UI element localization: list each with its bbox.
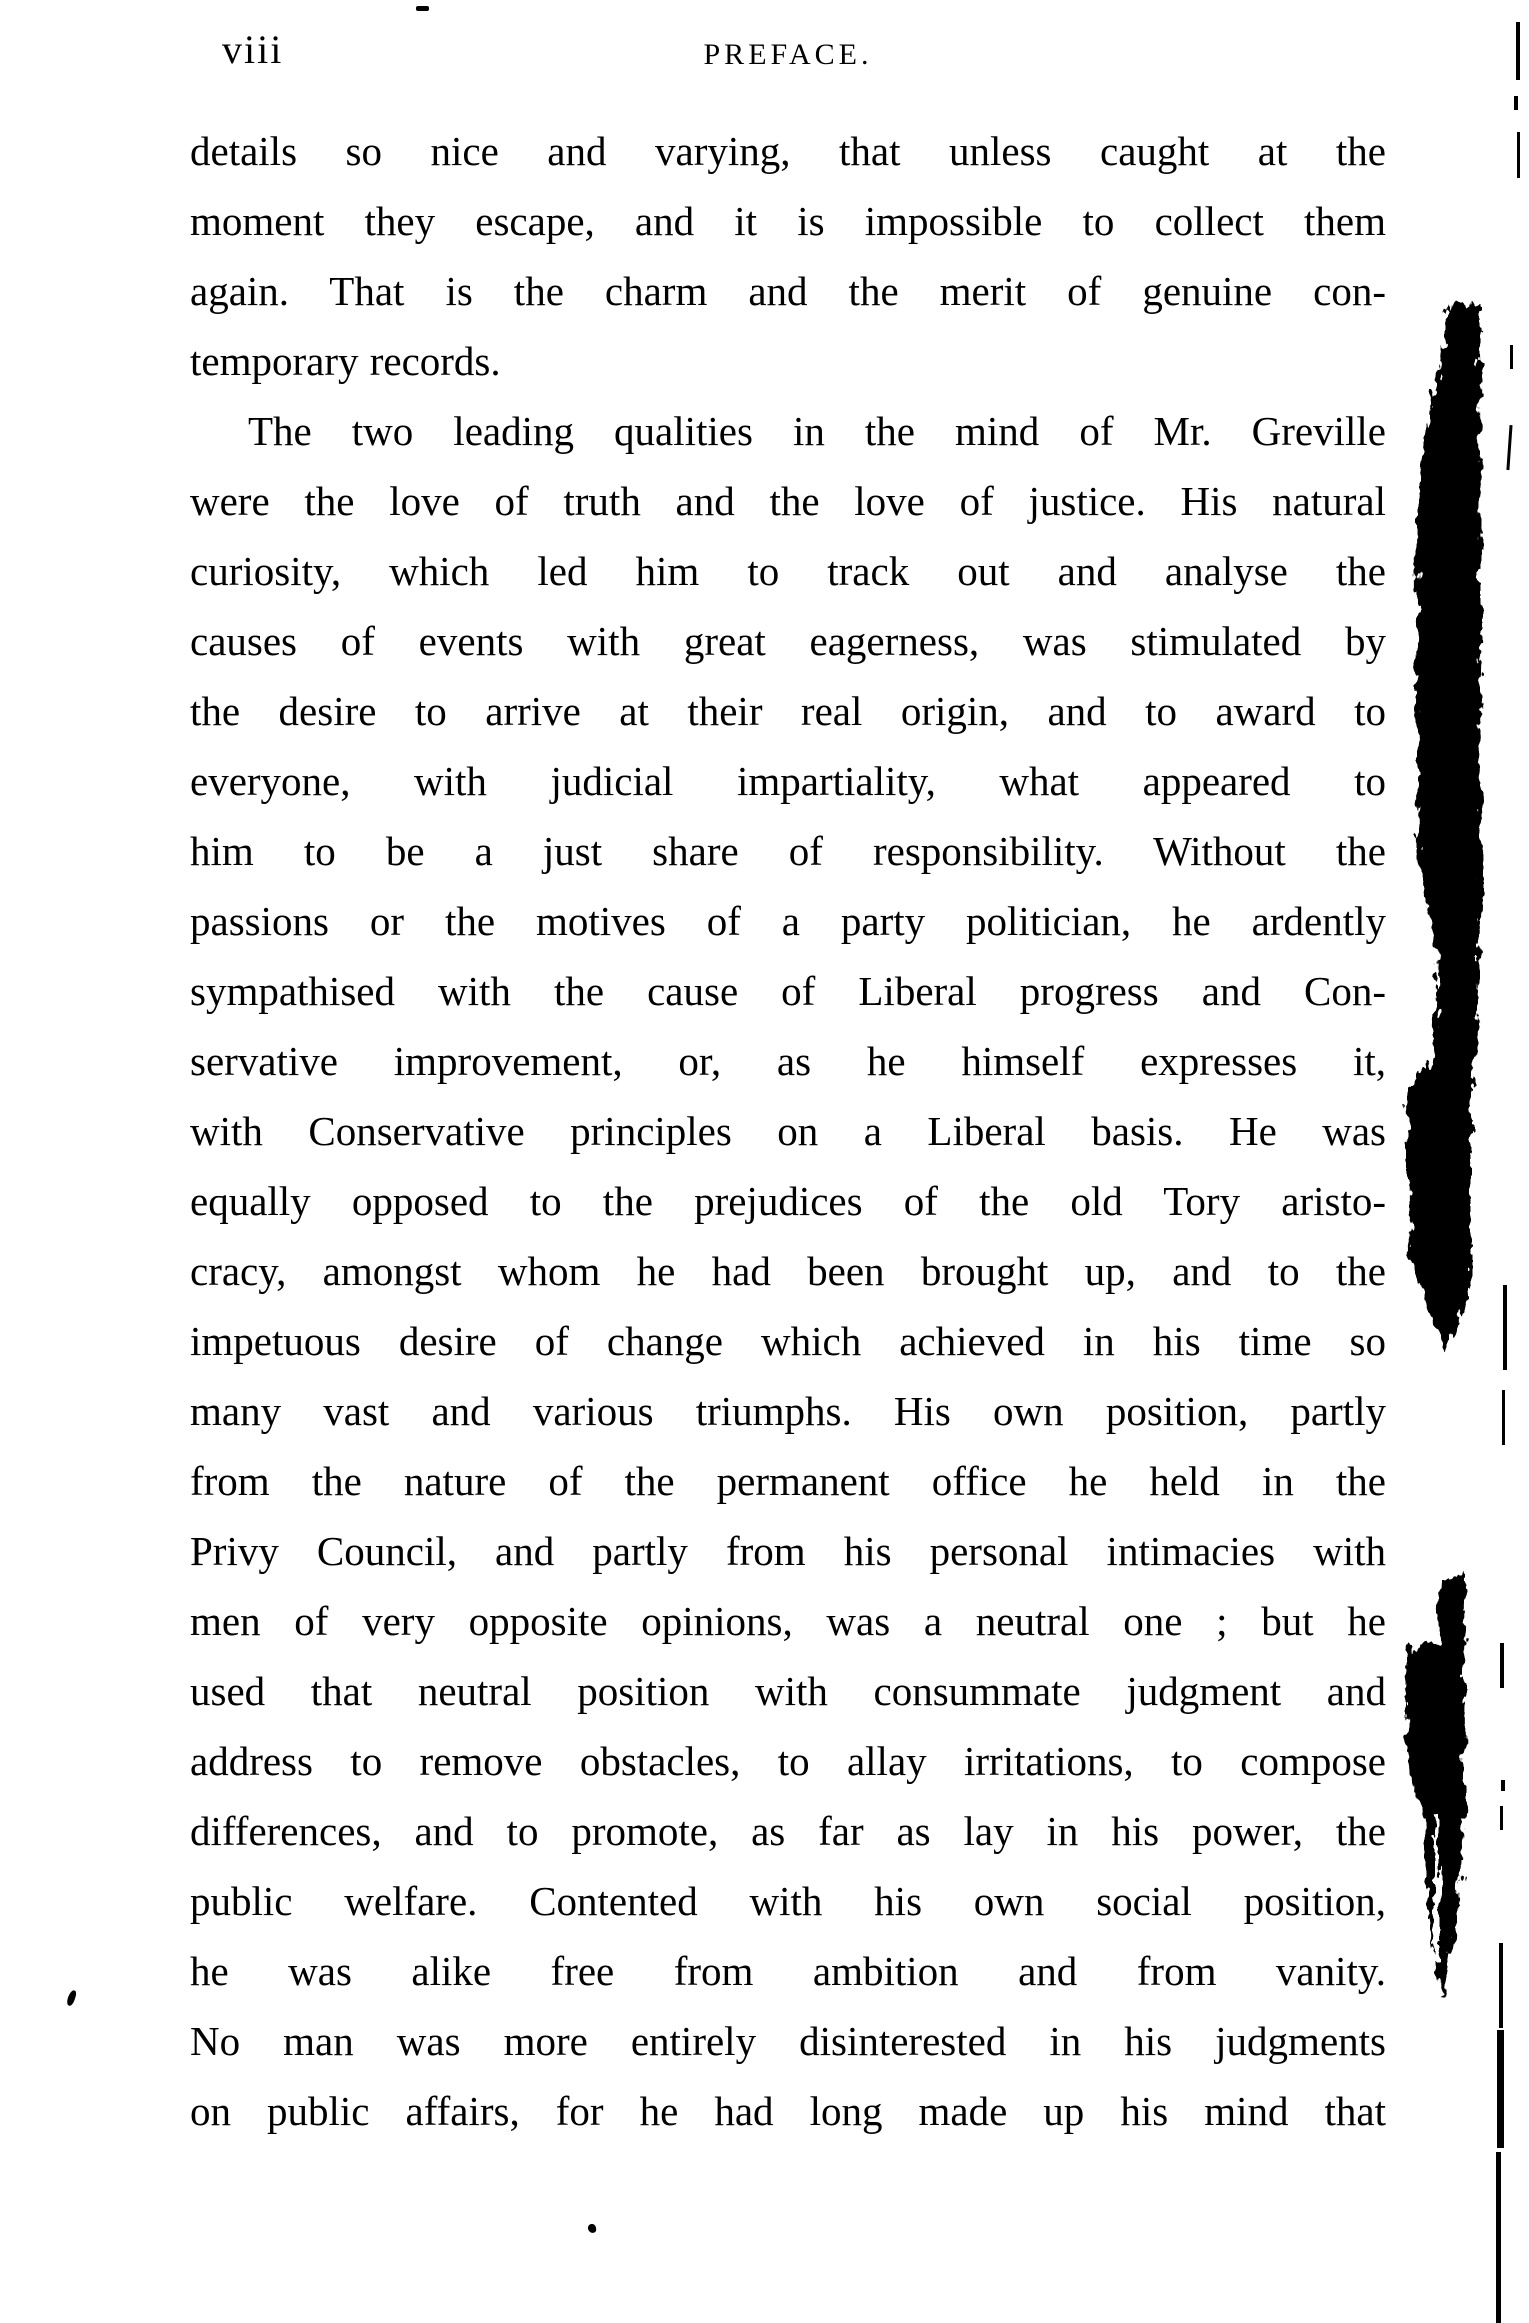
text-line: everyone, with judicial impartiality, what appeared to [190,758,1386,804]
text-line: No man was more entirely disinterested in his judgments [190,2018,1386,2064]
text-line: again. That is the charm and the merit of genuine con- [190,268,1386,314]
binding-shadow-artifact [1395,0,1529,2323]
text-line: equally opposed to the prejudices of the old Tory aristo- [190,1178,1386,1224]
text-line: The two leading qualities in the mind of Mr. Greville [248,408,1386,454]
text-line: sympathised with the cause of Liberal progress and Con- [190,968,1386,1014]
scan-speck [416,6,429,11]
text-line: public welfare. Contented with his own social position, [190,1878,1386,1924]
running-head-title: PREFACE. [703,38,873,71]
text-line: temporary records. [190,338,501,384]
text-line: details so nice and varying, that unless caught at the [190,128,1386,174]
text-line: address to remove obstacles, to allay irritations, to compose [190,1738,1386,1784]
text-line: with Conservative principles on a Liberal basis. He was [190,1108,1386,1154]
text-line: moment they escape, and it is impossible to collect them [190,198,1386,244]
text-line: Privy Council, and partly from his personal intimacies with [190,1528,1386,1574]
shadow-blob-upper [1407,303,1481,1352]
text-line: many vast and various triumphs. His own position, partly [190,1388,1386,1434]
text-line: men of very opposite opinions, was a neutral one ; but he [190,1598,1386,1644]
text-line: passions or the motives of a party politician, he ardently [190,898,1386,944]
scan-speck [66,1989,78,2006]
text-line: servative improvement, or, as he himself expresses it, [190,1038,1386,1084]
text-line: cracy, amongst whom he had been brought up, and to the [190,1248,1386,1294]
text-line: differences, and to promote, as far as lay in his power, the [190,1808,1386,1854]
text-line: used that neutral position with consummate judgment and [190,1668,1386,1714]
text-block [190,116,1386,2146]
text-line: causes of events with great eagerness, was stimulated by [190,618,1386,664]
text-line: on public affairs, for he had long made up his mind that [190,2088,1386,2134]
edge-hairline-marks [1496,22,1520,2323]
text-line: he was alike free from ambition and from vanity. [190,1948,1386,1994]
scan-speck [587,2223,597,2233]
text-line: from the nature of the permanent office he held in the [190,1458,1386,1504]
shadow-highlight-slit [1434,1815,1439,1960]
text-line: impetuous desire of change which achieved in his time so [190,1318,1386,1364]
text-line: him to be a just share of responsibility. Without the [190,828,1386,874]
text-line: were the love of truth and the love of justice. His natural [190,478,1386,524]
text-line: curiosity, which led him to track out and analyse the [190,548,1386,594]
page-number: viii [222,27,284,72]
text-line: the desire to arrive at their real origin, and to award to [190,688,1386,734]
